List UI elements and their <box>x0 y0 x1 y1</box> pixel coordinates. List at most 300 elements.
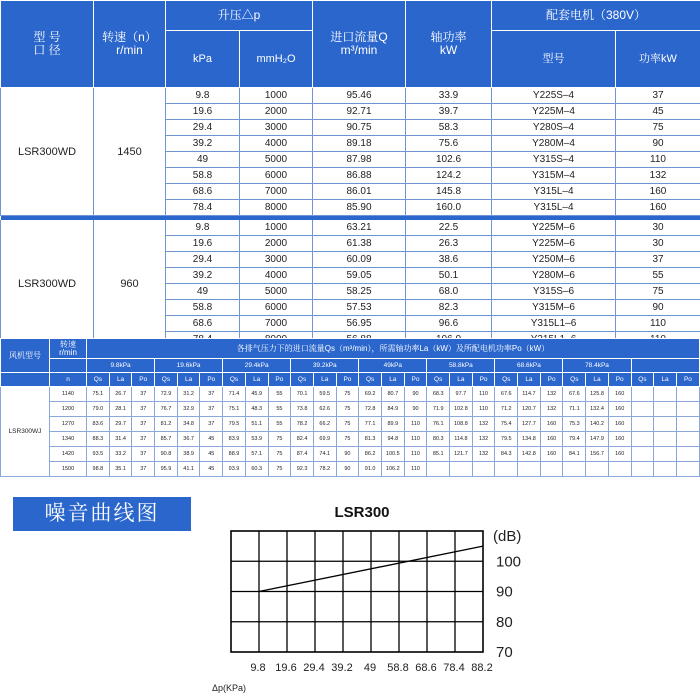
header-pressure: 29.4kPa <box>223 359 291 373</box>
cell-motor-kw: 30 <box>616 236 700 252</box>
header-sub: La <box>245 373 268 387</box>
header-sub: Qs <box>87 373 110 387</box>
cell-value <box>631 387 654 402</box>
cell-value: 45 <box>200 432 223 447</box>
cell-value: 75 <box>336 387 359 402</box>
cell-value: 84.9 <box>381 402 404 417</box>
cell-mmh2o: 6000 <box>240 168 313 184</box>
cell-value: 55 <box>268 402 291 417</box>
cell-value: 75.4 <box>495 417 518 432</box>
cell-value: 32.9 <box>177 402 200 417</box>
cell-kpa: 39.2 <box>166 136 240 152</box>
header-sub: La <box>177 373 200 387</box>
cell-flow: 90.75 <box>313 120 406 136</box>
header-sub: La <box>518 373 541 387</box>
cell-value <box>631 417 654 432</box>
cell-motor: Y315L–4 <box>492 184 616 200</box>
header-sub: La <box>450 373 473 387</box>
cell-value: 76.1 <box>427 417 450 432</box>
header-kpa: kPa <box>166 31 240 88</box>
cell-value: 160 <box>540 432 563 447</box>
cell-kpa: 68.6 <box>166 184 240 200</box>
x-tick-label: 29.4 <box>303 662 325 674</box>
cell-motor: Y315M–6 <box>492 300 616 316</box>
cell-value: 79.5 <box>495 432 518 447</box>
cell-value: 72.8 <box>359 402 382 417</box>
cell-motor-kw: 90 <box>616 136 700 152</box>
cell-power: 82.3 <box>406 300 492 316</box>
cell-value <box>586 462 609 477</box>
cell-value <box>654 462 677 477</box>
noise-section-title: 噪音曲线图 <box>44 502 160 525</box>
chart-grid <box>231 531 483 652</box>
cell-speed: 1450 <box>94 88 166 216</box>
cell-value: 142.8 <box>518 447 541 462</box>
cell-value: 160 <box>540 417 563 432</box>
cell-value: 62.6 <box>313 402 336 417</box>
cell-value: 29.7 <box>109 417 132 432</box>
table-header-row <box>1 373 700 387</box>
header-fan-model: 风机型号 <box>1 339 50 373</box>
cell-power: 124.2 <box>406 168 492 184</box>
header-sub: Po <box>268 373 291 387</box>
performance-table-lsr300wd <box>0 0 700 348</box>
cell-value: 37 <box>132 462 155 477</box>
cell-value: 160 <box>608 387 631 402</box>
cell-kpa: 29.4 <box>166 120 240 136</box>
cell-power: 26.3 <box>406 236 492 252</box>
cell-value: 60.3 <box>245 462 268 477</box>
cell-power: 38.6 <box>406 252 492 268</box>
cell-value <box>450 462 473 477</box>
header-pressure-blank <box>631 359 699 373</box>
cell-value: 156.7 <box>586 447 609 462</box>
cell-speed: 1140 <box>50 387 87 402</box>
cell-value: 79.5 <box>223 417 246 432</box>
header-mmh2o: mmH₂O <box>240 31 313 88</box>
cell-value: 68.3 <box>427 387 450 402</box>
cell-kpa: 49 <box>166 284 240 300</box>
y-tick-label: 80 <box>496 613 513 631</box>
cell-value: 77.1 <box>359 417 382 432</box>
cell-value: 36.7 <box>177 432 200 447</box>
header-motor: 配套电机（380V） <box>492 1 700 31</box>
cell-value: 38.9 <box>177 447 200 462</box>
cell-value: 37 <box>132 402 155 417</box>
cell-motor: Y315S–6 <box>492 284 616 300</box>
cell-power: 33.9 <box>406 88 492 104</box>
cell-kpa: 49 <box>166 152 240 168</box>
cell-value: 67.6 <box>563 387 586 402</box>
cell-mmh2o: 3000 <box>240 120 313 136</box>
cell-value: 81.2 <box>155 417 178 432</box>
header-sub: Po <box>336 373 359 387</box>
cell-value <box>540 462 563 477</box>
table-header-row <box>1 339 700 359</box>
cell-value: 160 <box>608 447 631 462</box>
cell-value: 37 <box>132 417 155 432</box>
x-tick-label: 78.4 <box>443 662 465 674</box>
cell-motor: Y280M–4 <box>492 136 616 152</box>
table-header-row <box>1 359 700 373</box>
cell-value: 45 <box>200 462 223 477</box>
cell-value <box>654 402 677 417</box>
cell-flow: 86.01 <box>313 184 406 200</box>
cell-value: 81.3 <box>359 432 382 447</box>
cell-mmh2o: 4000 <box>240 136 313 152</box>
header-sub: Po <box>608 373 631 387</box>
cell-kpa: 58.8 <box>166 300 240 316</box>
cell-fan-model: LSR300WJ <box>1 387 50 477</box>
header-pressure: 49kPa <box>359 359 427 373</box>
chart-x-ticks <box>250 662 492 674</box>
cell-model: LSR300WD <box>1 220 94 348</box>
cell-value: 132 <box>540 387 563 402</box>
header-sub: Po <box>404 373 427 387</box>
header-sub: Qs <box>223 373 246 387</box>
cell-flow: 63.21 <box>313 220 406 236</box>
cell-value: 75 <box>268 432 291 447</box>
table-row <box>1 387 700 402</box>
x-tick-label: 19.6 <box>275 662 297 674</box>
header-sub: La <box>654 373 677 387</box>
cell-power: 145.8 <box>406 184 492 200</box>
cell-value: 73.8 <box>291 402 314 417</box>
cell-power: 39.7 <box>406 104 492 120</box>
cell-mmh2o: 6000 <box>240 300 313 316</box>
performance-table-lsr300wj <box>0 338 700 477</box>
cell-value: 45.9 <box>245 387 268 402</box>
cell-value <box>676 462 699 477</box>
noise-section-header <box>13 497 191 531</box>
cell-kpa: 29.4 <box>166 252 240 268</box>
cell-mmh2o: 8000 <box>240 200 313 216</box>
cell-power: 102.6 <box>406 152 492 168</box>
cell-value: 59.5 <box>313 387 336 402</box>
cell-value: 69.2 <box>359 387 382 402</box>
cell-mmh2o: 5000 <box>240 152 313 168</box>
cell-value <box>676 402 699 417</box>
header-speed: 转速（n） r/min <box>94 1 166 88</box>
cell-value <box>631 447 654 462</box>
header-sub: Po <box>676 373 699 387</box>
header-shaft-power: 轴功率 kW <box>406 1 492 88</box>
cell-value: 37 <box>132 432 155 447</box>
header-sub: Qs <box>155 373 178 387</box>
cell-power: 160.0 <box>406 200 492 216</box>
header-pressure: 78.4kPa <box>563 359 631 373</box>
cell-value: 76.7 <box>155 402 178 417</box>
cell-value: 80.3 <box>427 432 450 447</box>
cell-mmh2o: 2000 <box>240 104 313 120</box>
cell-value <box>495 462 518 477</box>
header-sub: Qs <box>359 373 382 387</box>
cell-value: 57.1 <box>245 447 268 462</box>
cell-motor: Y315S–4 <box>492 152 616 168</box>
cell-value: 78.2 <box>313 462 336 477</box>
cell-motor: Y280M–6 <box>492 268 616 284</box>
cell-mmh2o: 7000 <box>240 184 313 200</box>
cell-power: 22.5 <box>406 220 492 236</box>
cell-value: 147.9 <box>586 432 609 447</box>
cell-motor: Y315L–4 <box>492 200 616 216</box>
cell-mmh2o: 2000 <box>240 236 313 252</box>
cell-motor-kw: 55 <box>616 268 700 284</box>
cell-value: 95.9 <box>155 462 178 477</box>
cell-value: 75 <box>336 432 359 447</box>
header-pressure: 升压△p <box>166 1 313 31</box>
cell-value: 82.4 <box>291 432 314 447</box>
cell-value: 28.1 <box>109 402 132 417</box>
cell-value: 67.6 <box>495 387 518 402</box>
cell-value: 132 <box>540 402 563 417</box>
cell-value <box>654 432 677 447</box>
cell-value: 110 <box>404 447 427 462</box>
cell-value: 90 <box>336 462 359 477</box>
header-motor-model: 型号 <box>492 31 616 88</box>
cell-value: 110 <box>404 432 427 447</box>
cell-value: 132 <box>472 417 495 432</box>
cell-motor: Y250M–6 <box>492 252 616 268</box>
cell-kpa: 9.8 <box>166 88 240 104</box>
x-tick-label: 68.6 <box>415 662 437 674</box>
cell-value: 37 <box>132 387 155 402</box>
cell-flow: 85.90 <box>313 200 406 216</box>
cell-value: 85.7 <box>155 432 178 447</box>
cell-flow: 61.38 <box>313 236 406 252</box>
header-sub: Po <box>472 373 495 387</box>
cell-mmh2o: 3000 <box>240 252 313 268</box>
cell-value: 132.4 <box>586 402 609 417</box>
cell-value: 88.3 <box>87 432 110 447</box>
cell-value: 35.1 <box>109 462 132 477</box>
cell-kpa: 58.8 <box>166 168 240 184</box>
cell-flow: 59.05 <box>313 268 406 284</box>
cell-value: 106.2 <box>381 462 404 477</box>
cell-motor-kw: 160 <box>616 184 700 200</box>
cell-motor: Y225M–6 <box>492 220 616 236</box>
cell-kpa: 68.6 <box>166 316 240 332</box>
x-tick-label: 39.2 <box>331 662 353 674</box>
cell-power: 96.6 <box>406 316 492 332</box>
cell-value: 31.2 <box>177 387 200 402</box>
header-sub: Po <box>200 373 223 387</box>
cell-value: 125.8 <box>586 387 609 402</box>
cell-value: 108.8 <box>450 417 473 432</box>
cell-value: 100.5 <box>381 447 404 462</box>
cell-value <box>631 462 654 477</box>
header-sub: La <box>109 373 132 387</box>
table-row <box>1 402 700 417</box>
cell-power: 75.6 <box>406 136 492 152</box>
header-speed: 转速 r/min <box>50 339 87 359</box>
cell-value: 160 <box>608 432 631 447</box>
y-tick-label: 100 <box>496 553 522 571</box>
cell-value <box>676 417 699 432</box>
cell-motor-kw: 30 <box>616 220 700 236</box>
cell-value: 160 <box>540 447 563 462</box>
cell-flow: 95.46 <box>313 88 406 104</box>
cell-speed: 1340 <box>50 432 87 447</box>
chart-x-label: Δp(KPa) <box>212 683 247 693</box>
cell-power: 58.3 <box>406 120 492 136</box>
cell-value <box>472 462 495 477</box>
cell-value: 85.1 <box>427 447 450 462</box>
cell-motor-kw: 45 <box>616 104 700 120</box>
cell-value: 37 <box>200 402 223 417</box>
cell-value: 127.7 <box>518 417 541 432</box>
cell-value: 55 <box>268 417 291 432</box>
header-sub: Po <box>132 373 155 387</box>
cell-value: 110 <box>472 387 495 402</box>
cell-value: 55 <box>268 387 291 402</box>
cell-value: 75.3 <box>563 417 586 432</box>
cell-flow: 58.25 <box>313 284 406 300</box>
header-pressure: 39.2kPa <box>291 359 359 373</box>
x-tick-label: 88.2 <box>471 662 493 674</box>
cell-value <box>654 447 677 462</box>
cell-motor: Y280S–4 <box>492 120 616 136</box>
cell-motor-kw: 37 <box>616 88 700 104</box>
cell-kpa: 19.6 <box>166 104 240 120</box>
cell-value: 51.1 <box>245 417 268 432</box>
cell-value: 37 <box>200 417 223 432</box>
table-row <box>1 220 700 236</box>
chart-y-ticks <box>496 553 521 661</box>
cell-value: 94.8 <box>381 432 404 447</box>
cell-power: 50.1 <box>406 268 492 284</box>
cell-flow: 89.18 <box>313 136 406 152</box>
header-sub: La <box>313 373 336 387</box>
cell-value: 26.7 <box>109 387 132 402</box>
cell-value: 78.2 <box>291 417 314 432</box>
cell-value <box>654 417 677 432</box>
cell-speed: 1270 <box>50 417 87 432</box>
cell-value: 71.9 <box>427 402 450 417</box>
x-tick-label: 9.8 <box>250 662 266 674</box>
cell-value: 134.8 <box>518 432 541 447</box>
cell-motor: Y315M–4 <box>492 168 616 184</box>
header-blank <box>1 373 50 387</box>
header-sub: La <box>586 373 609 387</box>
cell-value: 132 <box>472 432 495 447</box>
cell-flow: 56.95 <box>313 316 406 332</box>
cell-value: 89.9 <box>381 417 404 432</box>
chart-title: LSR300 <box>334 504 390 521</box>
y-tick-label: 70 <box>496 644 513 661</box>
cell-value: 69.9 <box>313 432 336 447</box>
cell-motor-kw: 110 <box>616 152 700 168</box>
cell-value: 75 <box>336 417 359 432</box>
cell-value: 91.0 <box>359 462 382 477</box>
cell-value: 41.1 <box>177 462 200 477</box>
cell-value <box>676 432 699 447</box>
cell-value <box>654 387 677 402</box>
cell-value: 75.1 <box>87 387 110 402</box>
cell-mmh2o: 4000 <box>240 268 313 284</box>
cell-value: 102.8 <box>450 402 473 417</box>
cell-value <box>631 402 654 417</box>
cell-motor-kw: 132 <box>616 168 700 184</box>
cell-speed: 1200 <box>50 402 87 417</box>
noise-curve-chart <box>200 495 700 700</box>
cell-value: 84.1 <box>563 447 586 462</box>
cell-value: 37 <box>200 387 223 402</box>
cell-motor-kw: 75 <box>616 120 700 136</box>
cell-value: 90 <box>336 447 359 462</box>
cell-value: 48.3 <box>245 402 268 417</box>
cell-value: 90 <box>404 387 427 402</box>
cell-value: 33.2 <box>109 447 132 462</box>
table-row <box>1 417 700 432</box>
cell-value <box>608 462 631 477</box>
cell-value: 160 <box>608 402 631 417</box>
cell-value: 31.4 <box>109 432 132 447</box>
cell-flow: 60.09 <box>313 252 406 268</box>
header-model: 型 号 口 径 <box>1 1 94 88</box>
cell-value: 86.2 <box>359 447 382 462</box>
cell-value: 72.9 <box>155 387 178 402</box>
cell-value: 132 <box>472 447 495 462</box>
cell-mmh2o: 5000 <box>240 284 313 300</box>
cell-value: 75 <box>268 447 291 462</box>
header-flow: 进口流量Q m³/min <box>313 1 406 88</box>
cell-value: 34.8 <box>177 417 200 432</box>
cell-mmh2o: 7000 <box>240 316 313 332</box>
header-pressure: 9.8kPa <box>87 359 155 373</box>
cell-value <box>631 432 654 447</box>
cell-value: 97.7 <box>450 387 473 402</box>
cell-value: 121.7 <box>450 447 473 462</box>
cell-model: LSR300WD <box>1 88 94 216</box>
cell-kpa: 19.6 <box>166 236 240 252</box>
cell-value: 75 <box>336 402 359 417</box>
cell-value: 110 <box>404 417 427 432</box>
chart-y-label: (dB) <box>493 528 522 545</box>
cell-value: 71.1 <box>563 402 586 417</box>
table-row <box>1 462 700 477</box>
cell-motor-kw: 160 <box>616 200 700 216</box>
cell-value: 70.1 <box>291 387 314 402</box>
cell-motor-kw: 37 <box>616 252 700 268</box>
table-row <box>1 88 700 104</box>
cell-value <box>676 447 699 462</box>
table-row <box>1 432 700 447</box>
x-tick-label: 58.8 <box>387 662 409 674</box>
cell-value: 75.1 <box>223 402 246 417</box>
cell-value: 74.1 <box>313 447 336 462</box>
cell-motor-kw: 90 <box>616 300 700 316</box>
cell-flow: 92.71 <box>313 104 406 120</box>
cell-value: 93.5 <box>87 447 110 462</box>
cell-motor-kw: 75 <box>616 284 700 300</box>
table-row <box>1 447 700 462</box>
cell-value <box>563 462 586 477</box>
cell-flow: 57.53 <box>313 300 406 316</box>
header-motor-power: 功率kW <box>616 31 700 88</box>
cell-value: 79.4 <box>563 432 586 447</box>
cell-value: 71.4 <box>223 387 246 402</box>
header-sub: Qs <box>631 373 654 387</box>
header-sub: Qs <box>495 373 518 387</box>
x-tick-label: 49 <box>363 662 377 674</box>
cell-value: 160 <box>608 417 631 432</box>
cell-mmh2o: 1000 <box>240 220 313 236</box>
cell-value: 53.9 <box>245 432 268 447</box>
cell-motor: Y315L1–6 <box>492 316 616 332</box>
cell-value: 80.7 <box>381 387 404 402</box>
cell-mmh2o: 1000 <box>240 88 313 104</box>
